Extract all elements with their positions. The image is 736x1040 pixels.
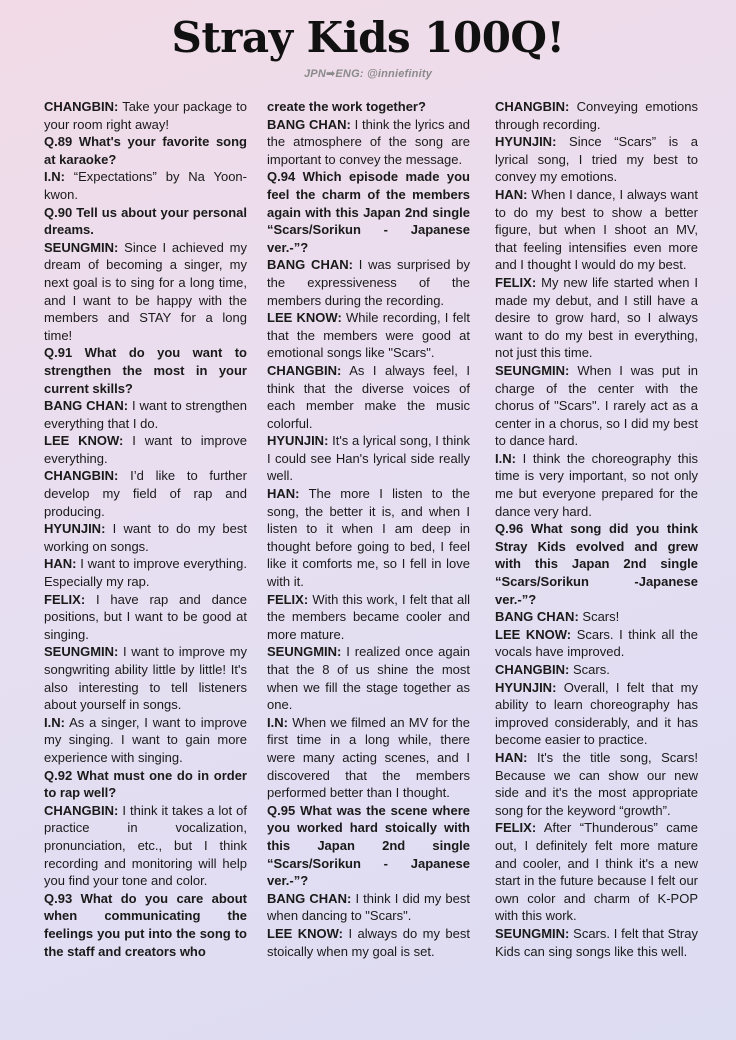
answer: [44, 432, 247, 467]
question: create the work together?: [267, 99, 426, 114]
speaker-name: SEUNGMIN:: [495, 362, 570, 378]
answer-text: Scars.: [573, 662, 610, 677]
answer-text: I think it takes a lot of practice in vocalization, pronunciation, etc., but I think recording and monitoring will help you find your tone and color.: [44, 802, 247, 889]
answer: [495, 98, 698, 133]
answer: [44, 643, 247, 713]
answer-text: I realized once again that the 8 of us shine the most when we fill the stage together as one.: [267, 644, 470, 713]
speaker-name: CHANGBIN:: [44, 99, 119, 114]
speaker-name: HAN:: [495, 749, 528, 765]
answer: [44, 168, 247, 203]
answer-text: Scars. I felt that Stray Kids can sing songs like this well.: [495, 925, 698, 959]
answer: [267, 925, 470, 960]
answer: [495, 450, 698, 520]
text-column-1: [44, 98, 247, 960]
answer-text: My new life started when I made my debut, and I still have a desire to grow hard, so I always want to do my best in everything, not just this time.: [495, 274, 698, 361]
question: Q.93 What do you care about when communicating the feelings you put into the song to the staff and creators who: [44, 890, 247, 959]
answer-text: As a singer, I want to improve my singing. I want to gain more experience with singing.: [44, 714, 247, 765]
answer-text: When I dance, I always want to do my best to show a better figure, but when I shoot an MV, that feeling intensifies even more and I thought I would do my best.: [495, 186, 698, 273]
speaker-name: HAN:: [495, 186, 528, 202]
answer: [267, 432, 470, 485]
speaker-name: CHANGBIN:: [495, 662, 570, 677]
speaker-name: BANG CHAN:: [267, 890, 352, 906]
answer: [495, 186, 698, 274]
speaker-name: BANG CHAN:: [44, 398, 129, 414]
answer-text: I think the lyrics and the atmosphere of the song are important to convey the message.: [267, 116, 470, 167]
speaker-name: LEE KNOW:: [267, 310, 342, 326]
answer-text: “Expectations” by Na Yoon-kwon.: [44, 169, 247, 202]
speaker-name: CHANGBIN:: [495, 99, 570, 114]
answer: [495, 679, 698, 749]
speaker-name: LEE KNOW:: [267, 925, 343, 941]
speaker-name: HAN:: [44, 556, 77, 572]
answer-text: It's a lyrical song, I think I could see Han's lyrical side really well.: [267, 433, 470, 484]
question: Q.92 What must one do in order to rap well?: [44, 767, 247, 801]
answer: [44, 239, 247, 345]
speaker-name: CHANGBIN:: [267, 362, 342, 378]
speaker-name: HYUNJIN:: [495, 679, 557, 695]
speaker-name: SEUNGMIN:: [44, 644, 119, 660]
speaker-name: HYUNJIN:: [44, 521, 106, 537]
speaker-name: BANG CHAN:: [267, 116, 351, 132]
answer-text: I think the choreography this time is very important, so not only me but everyone prepared for the dance very hard.: [495, 450, 698, 519]
answer: [44, 714, 247, 767]
question: Q.94 Which episode made you feel the charm of the members again with this Japan 2nd single “Scars/Sorikun - Japanese ver.-”?: [267, 169, 470, 255]
answer: [495, 608, 698, 626]
answer-text: I want to improve everything. Especially my rap.: [44, 556, 247, 590]
answer-text: I want to do my best working on songs.: [44, 521, 247, 554]
speaker-name: I.N:: [44, 714, 65, 730]
speaker-name: HAN:: [267, 486, 300, 502]
speaker-name: FELIX:: [495, 820, 537, 836]
answer-text: I’d like to further develop my field of rap and producing.: [44, 468, 247, 519]
answer-text: I always do my best stoically when my goal is set.: [267, 925, 470, 959]
answer-text: Since “Scars” is a lyrical song, I tried my best to convey my emotions.: [495, 134, 698, 185]
question: Q.89 What's your favorite song at karaoke?: [44, 134, 247, 167]
answer-text: I want to improve everything.: [44, 433, 247, 466]
answer: [267, 714, 470, 802]
text-column-2: [267, 98, 470, 960]
answer-text: Scars. I think all the vocals have improved.: [495, 626, 698, 660]
answer-text: The more I listen to the song, the better it is, and when I listen to it when I am deep in thought before going to bed, I feel like it comforts me, so I fell in love with it.: [267, 486, 470, 590]
answer: [267, 890, 470, 925]
answer: [495, 626, 698, 661]
answer: [267, 116, 470, 169]
answer-text: While recording, I felt that the members were good at emotional songs like "Scars".: [267, 310, 470, 361]
speaker-name: I.N:: [495, 450, 516, 466]
answer-text: I have rap and dance positions, but I want to be good at singing.: [44, 591, 247, 642]
speaker-name: SEUNGMIN:: [267, 644, 342, 660]
page-title: Stray Kids 100Q!: [171, 13, 565, 62]
answer-text: I think I did my best when dancing to "Scars".: [267, 890, 470, 924]
speaker-name: FELIX:: [495, 274, 537, 290]
answer: [267, 591, 470, 644]
answer: [267, 643, 470, 713]
answer: [44, 467, 247, 520]
answer-text: I want to improve my songwriting ability little by little! It's also interesting to tell listeners about yourself in songs.: [44, 644, 247, 713]
answer: [267, 256, 470, 309]
answer: [267, 485, 470, 591]
speaker-name: LEE KNOW:: [44, 433, 124, 449]
answer-text: With this work, I felt that all the members became cooler and more mature.: [267, 591, 470, 642]
speaker-name: FELIX:: [44, 591, 86, 607]
answer: [44, 591, 247, 644]
speaker-name: SEUNGMIN:: [44, 239, 119, 255]
speaker-name: LEE KNOW:: [495, 626, 572, 642]
answer-text: After “Thunderous” came out, I definitely felt more mature and cooler, and I think it's a new start in the future because I felt our own color and charm of K-POP with this work.: [495, 820, 698, 924]
question: Q.96 What song did you think Stray Kids evolved and grew with this Japan 2nd single “Scars/Sorikun -Japanese ver.-”?: [495, 521, 698, 607]
answer: [44, 555, 247, 590]
answer: [495, 749, 698, 819]
speaker-name: I.N:: [267, 714, 288, 730]
speaker-name: I.N:: [44, 169, 65, 185]
question: Q.90 Tell us about your personal dreams.: [44, 204, 247, 238]
answer: [44, 802, 247, 890]
answer-text: Since I achieved my dream of becoming a singer, my next goal is to sing for a long time, and I want to be happy with the members and STAY for a long time!: [44, 239, 247, 343]
speaker-name: CHANGBIN:: [44, 802, 119, 818]
answer: [495, 133, 698, 186]
answer-text: When I was put in charge of the center with the chorus of "Scars". I rarely act as a center in a chorus, so I did my best to dance hard.: [495, 362, 698, 449]
answer-text: Scars!: [582, 609, 620, 625]
speaker-name: BANG CHAN:: [495, 609, 579, 625]
question: Q.95 What was the scene where you worked hard stoically with this Japan 2nd single “Scars/Sorikun - Japanese ver.-”?: [267, 802, 470, 889]
answer-text: As I always feel, I think that the diverse voices of each member make the music colorful.: [267, 362, 470, 431]
answer: [44, 397, 247, 432]
answer: [495, 274, 698, 362]
answer: [495, 362, 698, 450]
answer: [267, 362, 470, 432]
speaker-name: FELIX:: [267, 591, 309, 607]
answer: [267, 309, 470, 362]
answer-text: Overall, I felt that my ability to learn choreography has improved considerably, and it has become easier to practice.: [495, 679, 698, 748]
answer-text: Take your package to your room right away!: [44, 99, 247, 132]
speaker-name: CHANGBIN:: [44, 468, 119, 484]
answer: [495, 661, 698, 679]
speaker-name: HYUNJIN:: [267, 433, 329, 449]
answer: [495, 819, 698, 925]
answer-text: When we filmed an MV for the first time in a long while, there were many acting scenes, and I discovered that the members performed better than I thought.: [267, 714, 470, 801]
speaker-name: HYUNJIN:: [495, 134, 557, 150]
translation-credit: JPN➡ENG: @inniefinity: [303, 68, 433, 80]
speaker-name: BANG CHAN:: [267, 257, 353, 273]
answer-text: Conveying emotions through recording.: [495, 99, 698, 132]
answer-text: I was surprised by the expressiveness of the members during the recording.: [267, 257, 470, 308]
answer: [44, 520, 247, 555]
answer: [495, 925, 698, 960]
answer-text: I want to strengthen everything that I do.: [44, 398, 247, 431]
answer-text: It's the title song, Scars! Because we can show our new side and it's the most appropriate song for the keyword “growth”.: [495, 749, 698, 818]
question: Q.91 What do you want to strengthen the most in your current skills?: [44, 345, 247, 396]
text-column-3: [495, 98, 698, 960]
speaker-name: SEUNGMIN:: [495, 925, 570, 941]
answer: [44, 98, 247, 133]
